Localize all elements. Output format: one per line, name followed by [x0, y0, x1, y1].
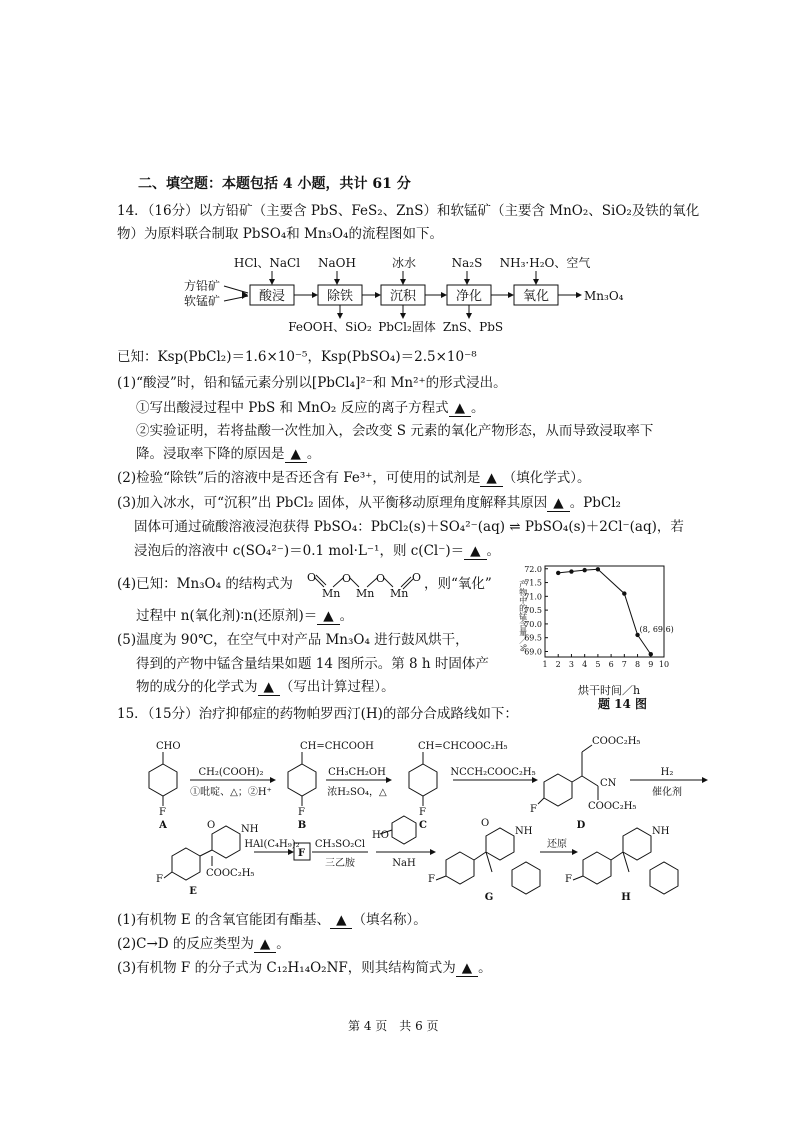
x-tick-label: 7 [621, 660, 627, 669]
q14-p2: (2)检验“除铁”后的溶液中是否还含有 Fe³⁺，可使用的试剂是 ▲ （填化学式）。 [117, 470, 591, 486]
chart-annotation: (8, 69.6) [639, 624, 674, 634]
text-fe: F [156, 874, 163, 885]
flow-step-4: 净化 [455, 289, 483, 304]
q14-line2: 物）为原料联合制取 PbSO₄和 Mn₃O₄的流程图如下。 [117, 226, 443, 242]
x-tick-label: 6 [608, 660, 614, 669]
q14-p3-2: 固体可通过硫酸溶液浸泡获得 PbSO₄：PbCl₂(s)＋SO₄²⁻(aq) ⇌ PbSO₄(s)＋2Cl⁻(aq)，若 [134, 519, 684, 535]
text-f-box: F [298, 848, 306, 859]
x-tick-label: 8 [635, 660, 641, 669]
text-ho: HO [372, 830, 389, 841]
text-fg: F [428, 874, 435, 885]
q14-p1b-1: ②实验证明，若将盐酸一次性加入，会改变 S 元素的氧化产物形态，从而导致浸取率下 [136, 423, 654, 439]
flow-step-5: 氧化 [522, 289, 550, 304]
text-e-nh: NH [241, 824, 259, 835]
flow-output-2: PbCl₂固体 [378, 320, 436, 334]
label-c: C [419, 820, 427, 831]
label-b: B [297, 820, 307, 831]
q14-known: 已知：Ksp(PbCl₂)＝1.6×10⁻⁵，Ksp(PbSO₄)＝2.5×10⁻⁸ [117, 349, 477, 365]
q14-p1b-2: 降。浸取率下降的原因是 ▲ 。 [136, 446, 321, 462]
y-tick-label: 69.0 [524, 647, 542, 657]
section-title: 二、填空题：本题包括 4 小题，共计 61 分 [138, 176, 411, 192]
q14-p1: (1)“酸浸”时，铅和锰元素分别以[PbCl₄]²⁻和 Mn²⁺的形式浸出。 [117, 375, 507, 391]
arrow-bc-top: CH₃CH₂OH [328, 767, 386, 778]
q14-p4-2: 过程中 n(氧化剂)∶n(还原剂)＝ ▲ 。 [136, 608, 354, 624]
arrow-fg-top: CH₃SO₂Cl [314, 839, 366, 850]
arrow-ef-top: HAl(C₄H₉)₂ [244, 839, 300, 850]
arrow-fg2-bot: NaH [392, 858, 416, 869]
q15-q2: (2)C→D 的反应类型为 ▲ 。 [117, 936, 290, 952]
arrow-de-top: H₂ [660, 767, 674, 778]
text-e-ester: COOC₂H₅ [206, 868, 255, 879]
text-fd: F [530, 804, 537, 815]
text-fb: F [298, 807, 305, 818]
flow-step-3: 沉积 [389, 289, 417, 304]
svg-text:Mn: Mn [322, 587, 341, 600]
svg-text:O: O [412, 571, 422, 584]
text-h-nh: NH [652, 826, 670, 837]
text-fh: F [565, 874, 572, 885]
flow-input-pyrolusite: 软锰矿 [184, 294, 221, 308]
flow-input-galena: 方铅矿 [184, 279, 221, 293]
x-tick-label: 3 [568, 660, 574, 669]
chart-xlabel: 烘干时间／h [578, 684, 641, 697]
flow-reagent-5: NH₃·H₂O、空气 [499, 256, 591, 270]
text-d-bot: COOC₂H₅ [588, 801, 637, 812]
q14-p3-1: (3)加入冰水，可“沉积”出 PbCl₂ 固体，从平衡移动原理角度解释其原因 ▲ 。PbCl₂ [117, 495, 621, 511]
arrow-ab-top: CH₂(COOH)₂ [198, 767, 264, 778]
x-tick-label: 5 [595, 660, 601, 669]
svg-text:O: O [307, 571, 317, 584]
q14-p4-1: (4)已知：Mn₃O₄ 的结构式为 [117, 576, 293, 592]
label-a: A [159, 820, 167, 831]
text-g-nh: NH [515, 826, 533, 837]
x-tick-label: 2 [555, 660, 561, 669]
q14-p5-2: 得到的产物中锰含量结果如题 14 图所示。第 8 h 时固体产 [136, 656, 489, 672]
x-tick-label: 4 [582, 660, 588, 669]
flow-step-2: 除铁 [326, 289, 354, 304]
q14-p4-1-tail: ，则“氧化” [424, 576, 492, 592]
y-tick-label: 72.0 [524, 564, 542, 574]
y-tick-label: 69.5 [524, 633, 542, 643]
q14-p3-3: 浸泡后的溶液中 c(SO₄²⁻)＝0.1 mol·L⁻¹，则 c(Cl⁻)＝ ▲ 。 [134, 543, 501, 559]
arrow-bc-bot: 浓H₂SO₄，△ [327, 787, 387, 798]
flow-reagent-2: NaOH [318, 256, 356, 270]
text-d-top: COOC₂H₅ [592, 736, 641, 747]
x-tick-label: 1 [542, 660, 548, 669]
arrow-cd-top: NCCH₂COOC₂H₅ [450, 767, 536, 778]
arrow-de-bot: 催化剂 [652, 787, 682, 798]
page-footer: 第 4 页 共 6 页 [348, 1019, 439, 1033]
svg-text:Mn: Mn [356, 587, 375, 600]
q14-p1a: ①写出酸浸过程中 PbS 和 MnO₂ 反应的离子方程式 ▲ 。 [136, 400, 485, 416]
q14-p5-1: (5)温度为 90℃，在空气中对产品 Mn₃O₄ 进行鼓风烘干， [117, 632, 469, 648]
y-tick-label: 70.0 [524, 619, 542, 629]
svg-text:Mn: Mn [390, 587, 409, 600]
label-h: H [621, 892, 631, 903]
flow-product: Mn₃O₄ [584, 289, 624, 303]
text-g-o: O [481, 818, 490, 829]
text-fa: F [159, 807, 166, 818]
label-e: E [189, 886, 197, 897]
label-d: D [576, 820, 586, 831]
svg-text:O: O [376, 572, 386, 585]
arrow-ab-bot: ①吡啶、△；②H⁺ [190, 787, 272, 798]
y-tick-label: 71.5 [524, 578, 542, 588]
text-cho: CHO [156, 741, 181, 752]
flow-reagent-3: 冰水 [391, 256, 417, 270]
arrow-gh-top: 还原 [547, 839, 567, 850]
x-tick-label: 9 [648, 660, 654, 669]
x-tick-label: 10 [658, 660, 670, 669]
label-g: G [484, 892, 494, 903]
flow-reagent-1: HCl、NaCl [233, 256, 301, 270]
text-c-top: CH=CHCOOC₂H₅ [418, 741, 508, 752]
q14-p5-3: 物的成分的化学式为 ▲ （写出计算过程）。 [136, 679, 395, 695]
text-d-cn: CN [600, 778, 617, 789]
q14-line1: 14．（16分）以方铅矿（主要含 PbS、FeS₂、ZnS）和软锰矿（主要含 MnO₂、SiO₂及铁的氧化 [117, 203, 700, 219]
y-tick-label: 70.5 [524, 606, 542, 616]
arrow-fg-bot: 三乙胺 [325, 858, 355, 869]
flow-output-3: ZnS、PbS [442, 320, 504, 334]
q15-q3: (3)有机物 F 的分子式为 C₁₂H₁₄O₂NF，则其结构简式为 ▲ 。 [117, 960, 492, 976]
text-fc: F [419, 807, 426, 818]
flow-output-1: FeOOH、SiO₂ [288, 320, 372, 334]
text-b-top: CH=CHCOOH [300, 741, 374, 752]
flow-reagent-4: Na₂S [451, 256, 483, 270]
q15-q1: (1)有机物 E 的含氧官能团有酯基、 ▲ （填名称）。 [117, 912, 427, 928]
flow-step-1: 酸浸 [258, 289, 286, 304]
y-tick-label: 71.0 [524, 592, 542, 602]
text-e-o: O [207, 820, 216, 831]
chart-ylabel: 产物中的锰含量／% [518, 580, 528, 652]
q15-line1: 15．（15分）治疗抑郁症的药物帕罗西汀(H)的部分合成路线如下： [117, 706, 518, 722]
svg-text:O: O [342, 572, 352, 585]
chart-caption: 题 14 图 [598, 697, 648, 711]
